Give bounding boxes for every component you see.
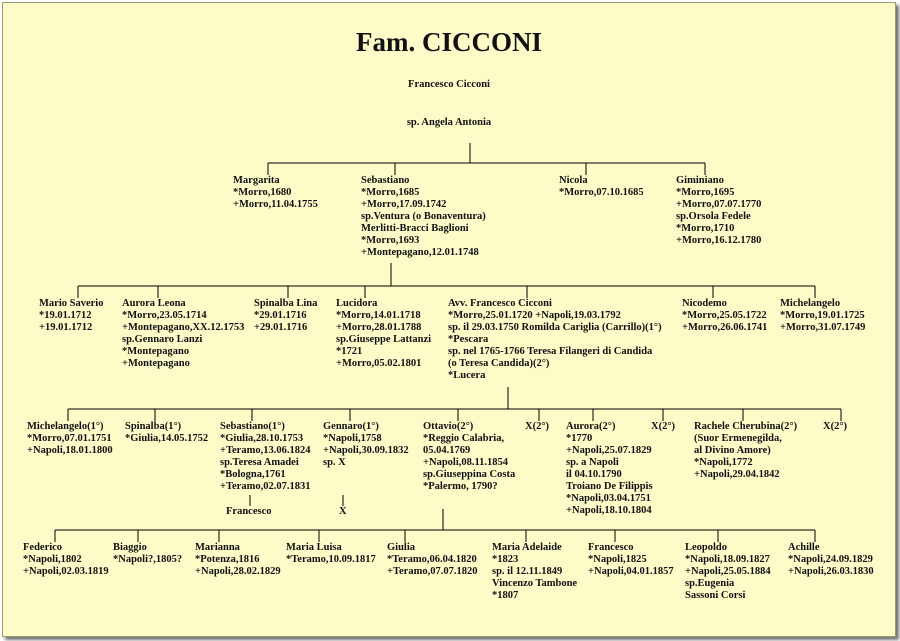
person-detail-line: +Morro,07.07.1770 bbox=[676, 199, 762, 210]
person-detail-line: *Teramo,10.09.1817 bbox=[286, 554, 376, 565]
person-detail-line: *Morro,1693 bbox=[361, 235, 420, 246]
person-detail-line: sp. il 29.03.1750 Romilda Cariglia (Carrillo)(1°) bbox=[448, 322, 662, 333]
person-x-child-of-gennaro: X bbox=[339, 506, 347, 517]
person-detail-line: *Napoli,1758 bbox=[323, 433, 382, 444]
person-detail-line: *1721 bbox=[336, 346, 363, 357]
person-detail-line: +Montepagano,XX.12.1753 bbox=[122, 322, 245, 333]
person-detail-line: +Morro,26.06.1741 bbox=[682, 322, 768, 333]
person-name: X(2°) bbox=[651, 421, 676, 432]
person-detail-line: *Napoli,24.09.1829 bbox=[788, 554, 873, 565]
person-name: X(2°) bbox=[525, 421, 550, 432]
person-detail-line: +Napoli,08.11.1854 bbox=[423, 457, 509, 468]
person-detail-line: *Potenza,1816 bbox=[195, 554, 260, 565]
person-detail-line: *Morro,25.01.1720 +Napoli,19.03.1792 bbox=[448, 310, 621, 321]
person-detail-line: +Morro,05.02.1801 bbox=[336, 358, 422, 369]
person-name: Giminiano bbox=[676, 175, 724, 186]
person-detail-line: +Montepagano,12.01.1748 bbox=[361, 247, 479, 258]
person-detail-line: *Morro,14.01.1718 bbox=[336, 310, 421, 321]
founder-spouse: sp. Angela Antonia bbox=[406, 117, 492, 128]
person-detail-line: al Divino Amore) bbox=[694, 445, 771, 456]
person-detail-line: *Morro,07.10.1685 bbox=[559, 187, 644, 198]
person-detail-line: +Napoli,28.02.1829 bbox=[195, 566, 281, 577]
person-generation1-3 bbox=[676, 175, 761, 247]
person-detail-line: +Teramo,07.07.1820 bbox=[387, 566, 478, 577]
person-detail-line: +Napoli,18.10.1804 bbox=[566, 505, 652, 516]
person-detail-line: +Napoli,25.05.1884 bbox=[685, 566, 771, 577]
person-detail-line: +Teramo,02.07.1831 bbox=[220, 481, 311, 492]
person-detail-line: *Morro,07.01.1751 bbox=[27, 433, 112, 444]
person-detail-line: il 04.10.1790 bbox=[566, 469, 622, 480]
person-name: Ottavio(2°) bbox=[423, 421, 474, 432]
person-generation3-8 bbox=[694, 421, 797, 481]
person-generation4-5 bbox=[492, 542, 577, 602]
person-name: Nicola bbox=[559, 175, 588, 186]
person-detail-line: sp. a Napoli bbox=[566, 457, 619, 468]
person-detail-line: +19.01.1712 bbox=[39, 322, 93, 333]
person-detail-line: sp.Giuseppina Costa bbox=[423, 469, 516, 480]
person-detail-line: Merlitti-Bracci Baglioni bbox=[361, 223, 469, 234]
person-name: Marianna bbox=[195, 542, 240, 553]
person-detail-line: *Bologna,1761 bbox=[220, 469, 286, 480]
family-tree-page bbox=[2, 2, 896, 637]
person-name: Michelangelo(1°) bbox=[27, 421, 104, 432]
person-name: Lucidora bbox=[336, 298, 378, 309]
person-detail-line: *19.01.1712 bbox=[39, 310, 92, 321]
person-detail-line: *Giulia,14.05.1752 bbox=[125, 433, 209, 444]
person-detail-line: +Morro,17.09.1742 bbox=[361, 199, 447, 210]
person-detail-line: 05.04.1769 bbox=[423, 445, 471, 456]
person-name: Aurora(2°) bbox=[566, 421, 616, 432]
person-detail-line: +Morro,16.12.1780 bbox=[676, 235, 762, 246]
person-generation3-5 bbox=[525, 421, 549, 433]
person-generation2-3 bbox=[336, 298, 431, 370]
person-generation3-9 bbox=[823, 421, 847, 433]
person-name: Leopoldo bbox=[685, 542, 728, 553]
person-detail-line: *Napoli?,1805? bbox=[113, 554, 183, 565]
person-detail-line: *Montepagano bbox=[122, 346, 190, 357]
person-generation2-5 bbox=[682, 298, 767, 334]
person-name: Avv. Francesco Cicconi bbox=[448, 298, 552, 309]
person-name: Aurora Leona bbox=[122, 298, 186, 309]
person-name: Rachele Cherubina(2°) bbox=[694, 421, 798, 432]
person-detail-line: (Suor Ermenegilda, bbox=[694, 433, 782, 444]
person-name: Gennaro(1°) bbox=[323, 421, 379, 432]
person-detail-line: Vincenzo Tambone bbox=[492, 578, 578, 589]
person-generation2-6 bbox=[780, 298, 865, 334]
person-detail-line: +29.01.1716 bbox=[254, 322, 308, 333]
person-detail-line: sp. il 12.11.1849 bbox=[492, 566, 563, 577]
person-name: Nicodemo bbox=[682, 298, 727, 309]
person-detail-line: sp.Orsola Fedele bbox=[676, 211, 751, 222]
person-detail-line: +Napoli,30.09.1832 bbox=[323, 445, 409, 456]
person-detail-line: sp.Teresa Amadei bbox=[220, 457, 299, 468]
person-detail-line: *Morro,23.05.1714 bbox=[122, 310, 207, 321]
person-detail-line: +Morro,11.04.1755 bbox=[233, 199, 318, 210]
person-generation4-1 bbox=[113, 542, 182, 566]
person-generation4-0 bbox=[23, 542, 109, 578]
person-detail-line: +Napoli,29.04.1842 bbox=[694, 469, 780, 480]
person-name: Mario Saverio bbox=[39, 298, 104, 309]
person-generation3-6 bbox=[566, 421, 653, 517]
person-detail-line: *Palermo, 1790? bbox=[423, 481, 498, 492]
person-name: Michelangelo bbox=[780, 298, 841, 309]
person-detail-line: *Napoli,03.04.1751 bbox=[566, 493, 651, 504]
person-generation3-1 bbox=[125, 421, 208, 445]
founder-name: Francesco Cicconi bbox=[408, 79, 490, 90]
person-generation4-4 bbox=[387, 542, 477, 578]
person-detail-line: Troiano De Filippis bbox=[566, 481, 653, 492]
person-francesco-son-of-sebastiano: Francesco bbox=[226, 506, 272, 517]
person-name: Federico bbox=[23, 542, 63, 553]
person-generation3-3 bbox=[323, 421, 409, 469]
page-title: Fam. CICCONI bbox=[356, 27, 542, 57]
person-detail-line: *Napoli,18.09.1827 bbox=[685, 554, 770, 565]
person-generation1-1 bbox=[361, 175, 486, 259]
person-detail-line: Sassoni Corsi bbox=[685, 590, 746, 601]
person-detail-line: +Napoli,25.07.1829 bbox=[566, 445, 652, 456]
person-detail-line: sp.Ventura (o Bonaventura) bbox=[361, 211, 486, 222]
person-name: Sebastiano bbox=[361, 175, 410, 186]
person-generation4-6 bbox=[588, 542, 674, 578]
person-generation2-1 bbox=[122, 298, 244, 370]
person-detail-line: *Morro,1680 bbox=[233, 187, 292, 198]
person-generation1-2 bbox=[559, 175, 644, 199]
person-name: Sebastiano(1°) bbox=[220, 421, 285, 432]
person-detail-line: *Morro,1685 bbox=[361, 187, 420, 198]
person-detail-line: *Morro,19.01.1725 bbox=[780, 310, 865, 321]
person-name: Francesco bbox=[588, 542, 634, 553]
person-generation4-7 bbox=[685, 542, 771, 602]
person-detail-line: +Napoli,04.01.1857 bbox=[588, 566, 674, 577]
person-name: Achille bbox=[788, 542, 820, 553]
person-detail-line: *1823 bbox=[492, 554, 519, 565]
person-generation4-8 bbox=[788, 542, 874, 578]
person-detail-line: +Montepagano bbox=[122, 358, 190, 369]
person-detail-line: *Napoli,1825 bbox=[588, 554, 647, 565]
person-detail-line: *Lucera bbox=[448, 370, 486, 381]
person-detail-line: *1770 bbox=[566, 433, 593, 444]
person-detail-line: +Morro,28.01.1788 bbox=[336, 322, 422, 333]
person-detail-line: +Morro,31.07.1749 bbox=[780, 322, 866, 333]
person-detail-line: *Morro,1710 bbox=[676, 223, 735, 234]
person-detail-line: +Napoli,26.03.1830 bbox=[788, 566, 874, 577]
person-generation3-4 bbox=[423, 421, 515, 493]
person-generation2-4 bbox=[448, 298, 662, 382]
person-name: Spinalba Lina bbox=[254, 298, 318, 309]
person-generation3-0 bbox=[27, 421, 113, 457]
person-name: Biaggio bbox=[113, 542, 147, 553]
person-name: Margarita bbox=[233, 175, 280, 186]
person-detail-line: *Morro,1695 bbox=[676, 187, 735, 198]
person-detail-line: *Giulia,28.10.1753 bbox=[220, 433, 304, 444]
person-detail-line: *Napoli,1772 bbox=[694, 457, 753, 468]
person-name: Maria Luisa bbox=[286, 542, 342, 553]
person-generation2-2 bbox=[254, 298, 317, 334]
person-detail-line: *Reggio Calabria, bbox=[423, 433, 505, 444]
person-generation1-0 bbox=[233, 175, 318, 211]
person-generation4-3 bbox=[286, 542, 376, 566]
person-generation2-0 bbox=[39, 298, 103, 334]
person-detail-line: +Napoli,02.03.1819 bbox=[23, 566, 109, 577]
person-detail-line: sp. X bbox=[323, 457, 346, 468]
person-detail-line: sp. nel 1765-1766 Teresa Filangeri di Candida bbox=[448, 346, 653, 357]
person-name: Giulia bbox=[387, 542, 416, 553]
person-detail-line: sp.Giuseppe Lattanzi bbox=[336, 334, 432, 345]
person-generation3-7 bbox=[651, 421, 675, 433]
person-generation4-2 bbox=[195, 542, 281, 578]
person-detail-line: sp.Eugenia bbox=[685, 578, 735, 589]
person-generation3-2 bbox=[220, 421, 310, 493]
person-detail-line: *Teramo,06.04.1820 bbox=[387, 554, 477, 565]
person-detail-line: +Napoli,18.01.1800 bbox=[27, 445, 113, 456]
person-detail-line: +Teramo,13.06.1824 bbox=[220, 445, 311, 456]
person-detail-line: *Napoli,1802 bbox=[23, 554, 82, 565]
person-detail-line: *Pescara bbox=[448, 334, 489, 345]
person-detail-line: *1807 bbox=[492, 590, 519, 601]
person-name: Spinalba(1°) bbox=[125, 421, 182, 432]
person-name: Maria Adelaide bbox=[492, 542, 562, 553]
person-detail-line: *29.01.1716 bbox=[254, 310, 307, 321]
person-detail-line: sp.Gennaro Lanzi bbox=[122, 334, 203, 345]
person-name: X(2°) bbox=[823, 421, 848, 432]
person-detail-line: (o Teresa Candida)(2°) bbox=[448, 358, 550, 369]
person-detail-line: *Morro,25.05.1722 bbox=[682, 310, 767, 321]
